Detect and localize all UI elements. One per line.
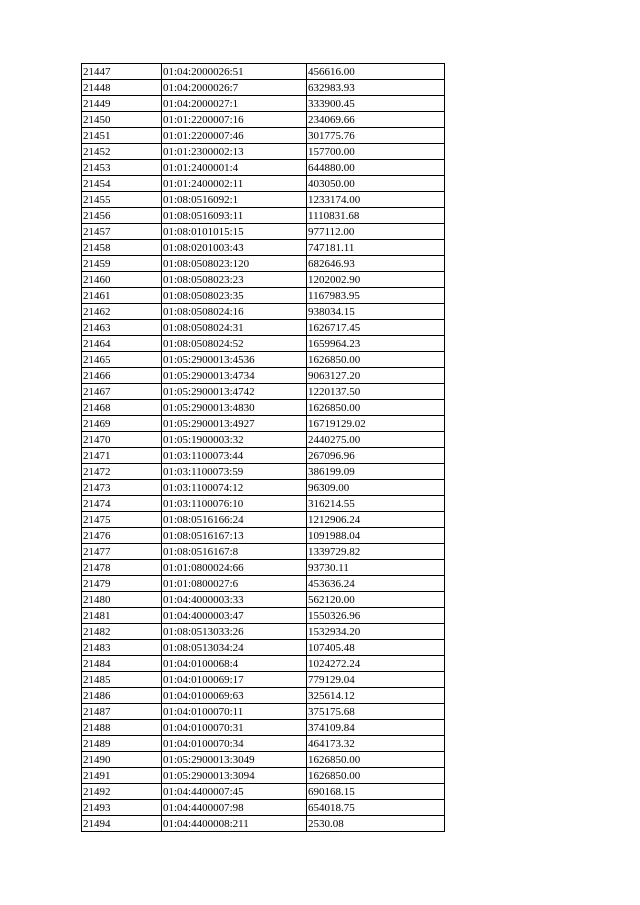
- value-cell: 1626850.00: [307, 400, 445, 416]
- value-cell: 1233174.00: [307, 192, 445, 208]
- row-number-cell: 21466: [82, 368, 162, 384]
- row-number-cell: 21475: [82, 512, 162, 528]
- table-row: [82, 112, 445, 128]
- cadastral-number-cell: 01:08:0513033:26: [162, 624, 307, 640]
- value-cell: 1110831.68: [307, 208, 445, 224]
- cadastral-number-cell: 01:05:2900013:4742: [162, 384, 307, 400]
- row-number-cell: 21463: [82, 320, 162, 336]
- table-row: [82, 800, 445, 816]
- table-row: [82, 496, 445, 512]
- table-row: [82, 304, 445, 320]
- row-number-cell: 21480: [82, 592, 162, 608]
- value-cell: 682646.93: [307, 256, 445, 272]
- row-number-cell: 21450: [82, 112, 162, 128]
- value-cell: 16719129.02: [307, 416, 445, 432]
- cadastral-number-cell: 01:04:4000003:33: [162, 592, 307, 608]
- value-cell: 107405.48: [307, 640, 445, 656]
- table-body: [82, 64, 445, 832]
- value-cell: 96309.00: [307, 480, 445, 496]
- table-row: [82, 272, 445, 288]
- cadastral-number-cell: 01:08:0513034:24: [162, 640, 307, 656]
- value-cell: 316214.55: [307, 496, 445, 512]
- table-row: [82, 96, 445, 112]
- table-row: [82, 336, 445, 352]
- table-row: [82, 640, 445, 656]
- table-row: [82, 288, 445, 304]
- row-number-cell: 21484: [82, 656, 162, 672]
- value-cell: 1024272.24: [307, 656, 445, 672]
- value-cell: 1339729.82: [307, 544, 445, 560]
- value-cell: 1659964.23: [307, 336, 445, 352]
- table-row: [82, 400, 445, 416]
- table-row: [82, 432, 445, 448]
- value-cell: 2440275.00: [307, 432, 445, 448]
- cadastral-number-cell: 01:04:4000003:47: [162, 608, 307, 624]
- row-number-cell: 21459: [82, 256, 162, 272]
- row-number-cell: 21477: [82, 544, 162, 560]
- table-row: [82, 736, 445, 752]
- cadastral-number-cell: 01:05:2900013:4830: [162, 400, 307, 416]
- cadastral-number-cell: 01:03:1100076:10: [162, 496, 307, 512]
- value-cell: 375175.68: [307, 704, 445, 720]
- value-cell: 1550326.96: [307, 608, 445, 624]
- value-cell: 403050.00: [307, 176, 445, 192]
- row-number-cell: 21482: [82, 624, 162, 640]
- value-cell: 562120.00: [307, 592, 445, 608]
- row-number-cell: 21494: [82, 816, 162, 832]
- cadastral-number-cell: 01:04:2000026:7: [162, 80, 307, 96]
- table-row: [82, 608, 445, 624]
- row-number-cell: 21452: [82, 144, 162, 160]
- cadastral-number-cell: 01:08:0508023:35: [162, 288, 307, 304]
- cadastral-number-cell: 01:04:0100070:31: [162, 720, 307, 736]
- row-number-cell: 21486: [82, 688, 162, 704]
- cadastral-number-cell: 01:01:0800027:6: [162, 576, 307, 592]
- row-number-cell: 21455: [82, 192, 162, 208]
- value-cell: 1626850.00: [307, 352, 445, 368]
- cadastral-number-cell: 01:08:0508024:16: [162, 304, 307, 320]
- row-number-cell: 21489: [82, 736, 162, 752]
- value-cell: 938034.15: [307, 304, 445, 320]
- row-number-cell: 21479: [82, 576, 162, 592]
- row-number-cell: 21474: [82, 496, 162, 512]
- table-row: [82, 256, 445, 272]
- row-number-cell: 21492: [82, 784, 162, 800]
- table-row: [82, 192, 445, 208]
- value-cell: 333900.45: [307, 96, 445, 112]
- cadastral-number-cell: 01:04:0100069:17: [162, 672, 307, 688]
- value-cell: 1626850.00: [307, 752, 445, 768]
- cadastral-number-cell: 01:08:0508023:23: [162, 272, 307, 288]
- cadastral-number-cell: 01:03:1100074:12: [162, 480, 307, 496]
- value-cell: 453636.24: [307, 576, 445, 592]
- table-row: [82, 144, 445, 160]
- row-number-cell: 21460: [82, 272, 162, 288]
- row-number-cell: 21487: [82, 704, 162, 720]
- row-number-cell: 21464: [82, 336, 162, 352]
- table-row: [82, 752, 445, 768]
- table-row: [82, 624, 445, 640]
- table-row: [82, 560, 445, 576]
- cadastral-number-cell: 01:01:2400002:11: [162, 176, 307, 192]
- row-number-cell: 21473: [82, 480, 162, 496]
- value-cell: 325614.12: [307, 688, 445, 704]
- cadastral-number-cell: 01:01:2300002:13: [162, 144, 307, 160]
- table-row: [82, 416, 445, 432]
- table-row: [82, 704, 445, 720]
- row-number-cell: 21458: [82, 240, 162, 256]
- table-row: [82, 464, 445, 480]
- row-number-cell: 21447: [82, 64, 162, 80]
- value-cell: 654018.75: [307, 800, 445, 816]
- row-number-cell: 21472: [82, 464, 162, 480]
- value-cell: 1220137.50: [307, 384, 445, 400]
- table-row: [82, 480, 445, 496]
- value-cell: 464173.32: [307, 736, 445, 752]
- value-cell: 234069.66: [307, 112, 445, 128]
- cadastral-number-cell: 01:03:1100073:44: [162, 448, 307, 464]
- table-row: [82, 528, 445, 544]
- row-number-cell: 21468: [82, 400, 162, 416]
- cadastral-number-cell: 01:08:0201003:43: [162, 240, 307, 256]
- cadastral-number-cell: 01:01:2200007:46: [162, 128, 307, 144]
- table-row: [82, 368, 445, 384]
- cadastral-number-cell: 01:05:2900013:3049: [162, 752, 307, 768]
- row-number-cell: 21449: [82, 96, 162, 112]
- cadastral-number-cell: 01:05:2900013:3094: [162, 768, 307, 784]
- cadastral-number-cell: 01:08:0508024:31: [162, 320, 307, 336]
- value-cell: 779129.04: [307, 672, 445, 688]
- value-cell: 456616.00: [307, 64, 445, 80]
- table-row: [82, 240, 445, 256]
- row-number-cell: 21453: [82, 160, 162, 176]
- cadastral-number-cell: 01:03:1100073:59: [162, 464, 307, 480]
- table-row: [82, 352, 445, 368]
- value-cell: 267096.96: [307, 448, 445, 464]
- value-cell: 1167983.95: [307, 288, 445, 304]
- row-number-cell: 21488: [82, 720, 162, 736]
- row-number-cell: 21448: [82, 80, 162, 96]
- cadastral-number-cell: 01:05:1900003:32: [162, 432, 307, 448]
- table-row: [82, 720, 445, 736]
- cadastral-number-cell: 01:08:0516093:11: [162, 208, 307, 224]
- row-number-cell: 21461: [82, 288, 162, 304]
- table-row: [82, 176, 445, 192]
- table-row: [82, 64, 445, 80]
- table-row: [82, 512, 445, 528]
- row-number-cell: 21471: [82, 448, 162, 464]
- value-cell: 374109.84: [307, 720, 445, 736]
- row-number-cell: 21454: [82, 176, 162, 192]
- cadastral-number-cell: 01:08:0516167:13: [162, 528, 307, 544]
- table-row: [82, 128, 445, 144]
- cadastral-number-cell: 01:05:2900013:4536: [162, 352, 307, 368]
- table-row: [82, 576, 445, 592]
- row-number-cell: 21485: [82, 672, 162, 688]
- row-number-cell: 21451: [82, 128, 162, 144]
- table-row: [82, 320, 445, 336]
- table-row: [82, 656, 445, 672]
- row-number-cell: 21483: [82, 640, 162, 656]
- value-cell: 386199.09: [307, 464, 445, 480]
- cadastral-number-cell: 01:04:0100069:63: [162, 688, 307, 704]
- value-cell: 1212906.24: [307, 512, 445, 528]
- value-cell: 747181.11: [307, 240, 445, 256]
- value-cell: 1091988.04: [307, 528, 445, 544]
- value-cell: 157700.00: [307, 144, 445, 160]
- table-row: [82, 784, 445, 800]
- cadastral-number-cell: 01:08:0516167:8: [162, 544, 307, 560]
- value-cell: 644880.00: [307, 160, 445, 176]
- value-cell: 977112.00: [307, 224, 445, 240]
- cadastral-number-cell: 01:08:0516092:1: [162, 192, 307, 208]
- value-cell: 2530.08: [307, 816, 445, 832]
- row-number-cell: 21490: [82, 752, 162, 768]
- row-number-cell: 21462: [82, 304, 162, 320]
- cadastral-number-cell: 01:08:0508024:52: [162, 336, 307, 352]
- cadastral-number-cell: 01:04:2000027:1: [162, 96, 307, 112]
- cadastral-number-cell: 01:04:4400007:98: [162, 800, 307, 816]
- cadastral-number-cell: 01:04:0100068:4: [162, 656, 307, 672]
- value-cell: 1532934.20: [307, 624, 445, 640]
- table-row: [82, 592, 445, 608]
- row-number-cell: 21469: [82, 416, 162, 432]
- table-row: [82, 688, 445, 704]
- cadastral-number-cell: 01:04:0100070:34: [162, 736, 307, 752]
- value-cell: 9063127.20: [307, 368, 445, 384]
- table-row: [82, 768, 445, 784]
- table-row: [82, 384, 445, 400]
- table-row: [82, 160, 445, 176]
- cadastral-number-cell: 01:05:2900013:4734: [162, 368, 307, 384]
- row-number-cell: 21457: [82, 224, 162, 240]
- row-number-cell: 21491: [82, 768, 162, 784]
- cadastral-number-cell: 01:04:4400008:211: [162, 816, 307, 832]
- cadastral-number-cell: 01:08:0508023:120: [162, 256, 307, 272]
- table-row: [82, 208, 445, 224]
- value-cell: 1626717.45: [307, 320, 445, 336]
- row-number-cell: 21465: [82, 352, 162, 368]
- row-number-cell: 21481: [82, 608, 162, 624]
- cadastral-number-cell: 01:04:4400007:45: [162, 784, 307, 800]
- row-number-cell: 21478: [82, 560, 162, 576]
- row-number-cell: 21470: [82, 432, 162, 448]
- cadastral-number-cell: 01:08:0516166:24: [162, 512, 307, 528]
- row-number-cell: 21467: [82, 384, 162, 400]
- cadastral-number-cell: 01:08:0101015:15: [162, 224, 307, 240]
- table-row: [82, 672, 445, 688]
- cadastral-number-cell: 01:01:2200007:16: [162, 112, 307, 128]
- cadastral-number-cell: 01:04:0100070:11: [162, 704, 307, 720]
- table-row: [82, 224, 445, 240]
- value-cell: 93730.11: [307, 560, 445, 576]
- value-cell: 690168.15: [307, 784, 445, 800]
- value-cell: 301775.76: [307, 128, 445, 144]
- value-cell: 1626850.00: [307, 768, 445, 784]
- data-table: [81, 63, 445, 832]
- row-number-cell: 21476: [82, 528, 162, 544]
- table-row: [82, 448, 445, 464]
- row-number-cell: 21456: [82, 208, 162, 224]
- table-row: [82, 816, 445, 832]
- row-number-cell: 21493: [82, 800, 162, 816]
- table-row: [82, 80, 445, 96]
- cadastral-number-cell: 01:01:0800024:66: [162, 560, 307, 576]
- cadastral-number-cell: 01:01:2400001:4: [162, 160, 307, 176]
- table-row: [82, 544, 445, 560]
- cadastral-number-cell: 01:05:2900013:4927: [162, 416, 307, 432]
- cadastral-number-cell: 01:04:2000026:51: [162, 64, 307, 80]
- value-cell: 1202002.90: [307, 272, 445, 288]
- value-cell: 632983.93: [307, 80, 445, 96]
